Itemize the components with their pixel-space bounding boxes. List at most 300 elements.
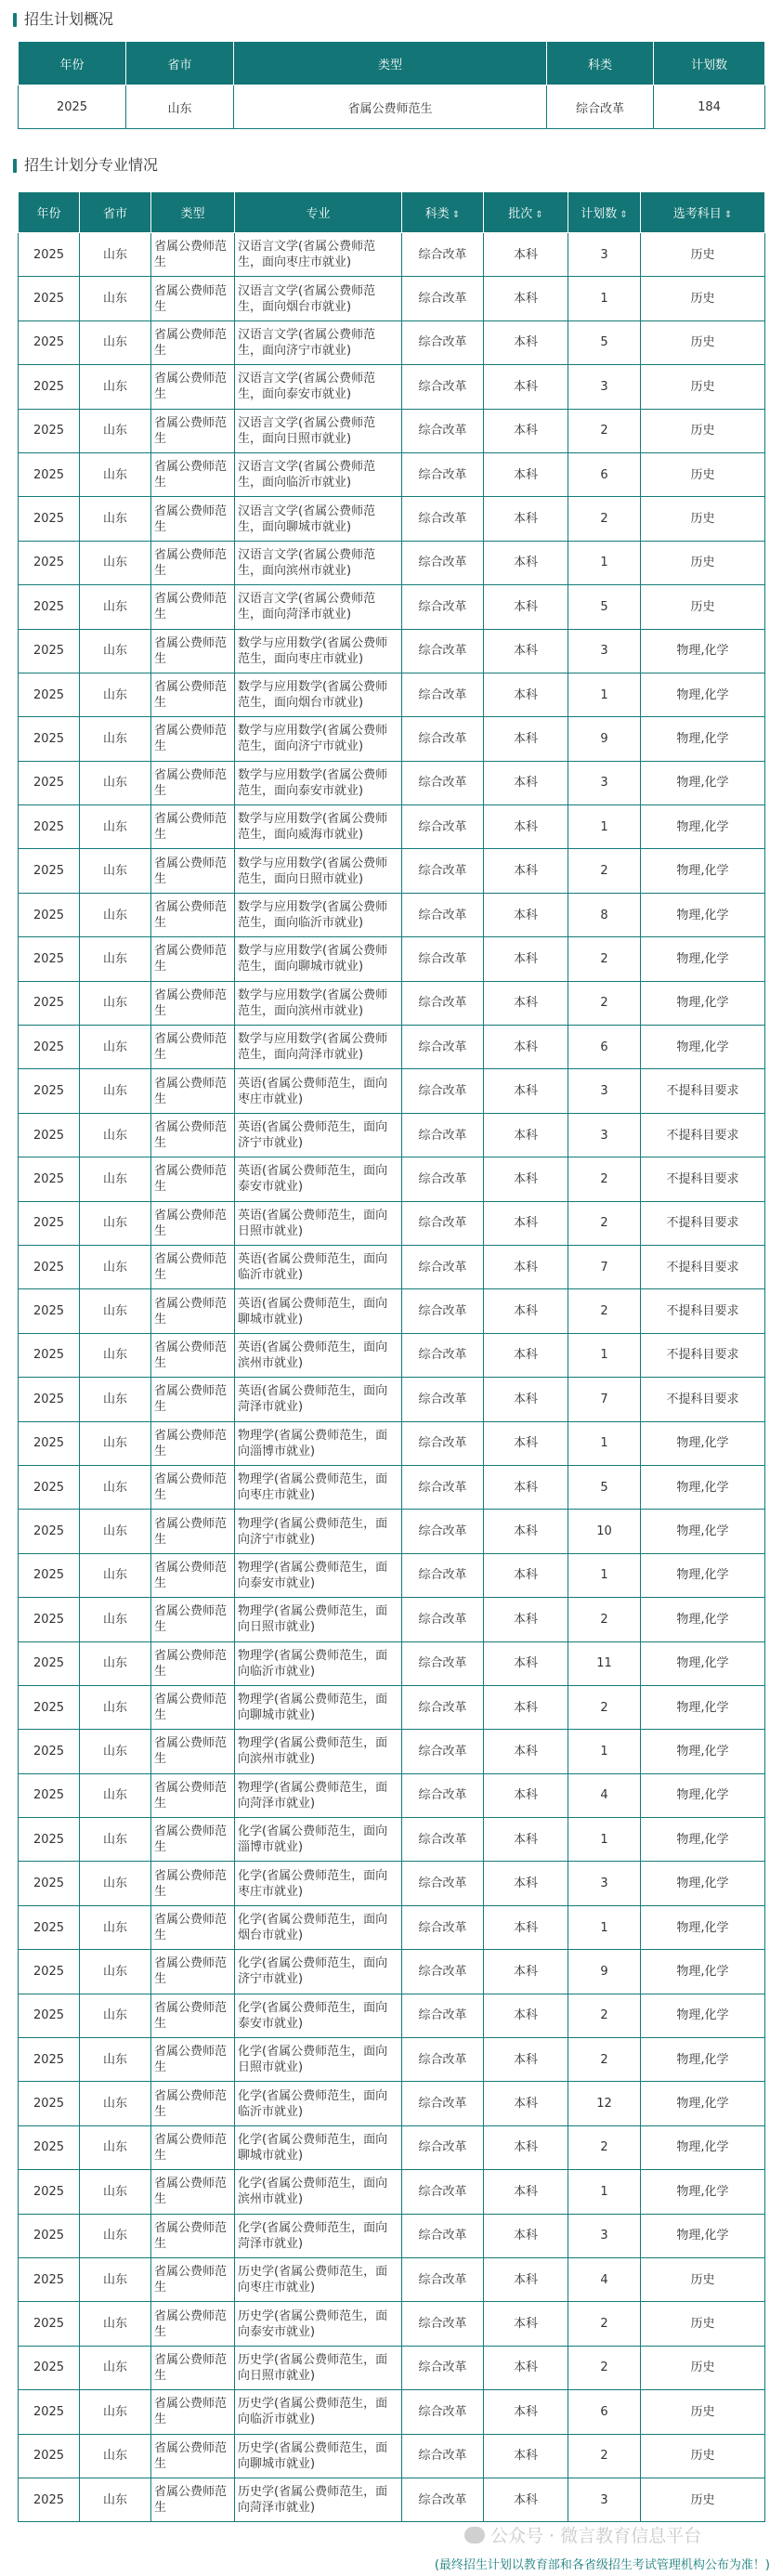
table-cell-type: 省属公费师范生	[151, 1465, 235, 1509]
table-cell-major: 汉语言文学(省属公费师范生，面向泰安市就业)	[235, 365, 402, 409]
table-cell-type: 省属公费师范生	[151, 937, 235, 981]
table-cell-category: 综合改革	[402, 541, 484, 584]
detail-title-text: 招生计划分专业情况	[24, 156, 159, 174]
table-cell-type: 省属公费师范生	[151, 1598, 235, 1641]
table-cell-year: 2025	[19, 320, 80, 364]
table-cell-year: 2025	[19, 2257, 80, 2301]
detail-header-plan-count[interactable]	[568, 192, 641, 233]
detail-header-subjects[interactable]	[641, 192, 765, 233]
table-cell-batch: 本科	[484, 1862, 568, 1905]
table-cell-province: 山东	[80, 2302, 151, 2346]
table-cell-category: 综合改革	[402, 1685, 484, 1729]
table-cell-batch: 本科	[484, 805, 568, 849]
table-cell-year: 2025	[19, 409, 80, 452]
table-cell-province: 山东	[80, 2038, 151, 2082]
table-cell-province: 山东	[80, 1905, 151, 1949]
table-cell-plan-count: 1	[568, 1553, 641, 1597]
table-cell-major: 物理学(省属公费师范生，面向临沂市就业)	[235, 1641, 402, 1685]
table-cell-year: 2025	[19, 2082, 80, 2125]
table-cell-province: 山东	[80, 673, 151, 716]
table-cell-plan-count: 6	[568, 452, 641, 496]
table-cell-category: 综合改革	[402, 1905, 484, 1949]
table-row	[19, 849, 765, 893]
table-row	[19, 2038, 765, 2082]
table-cell-type: 省属公费师范生	[151, 2346, 235, 2389]
table-cell-batch: 本科	[484, 1598, 568, 1641]
table-cell-major: 数学与应用数学(省属公费师范生，面向临沂市就业)	[235, 893, 402, 936]
table-cell-type: 省属公费师范生	[151, 365, 235, 409]
table-cell-type: 省属公费师范生	[151, 1730, 235, 1773]
table-cell-major: 历史学(省属公费师范生，面向聊城市就业)	[235, 2434, 402, 2478]
table-row	[19, 717, 765, 761]
summary-header-plan-count: 计划数	[654, 42, 765, 85]
table-cell-category: 综合改革	[402, 2170, 484, 2214]
table-cell-subjects: 不提科目要求	[641, 1333, 765, 1377]
table-cell-plan-count: 2	[568, 2302, 641, 2346]
table-cell-type: 省属公费师范生	[151, 849, 235, 893]
watermark-text: 公众号 · 微言教育信息平台	[490, 2526, 702, 2546]
table-cell-subjects: 物理,化学	[641, 717, 765, 761]
table-cell-plan-count: 2	[568, 497, 641, 541]
table-cell-subjects: 物理,化学	[641, 1026, 765, 1069]
table-cell-subjects: 物理,化学	[641, 1641, 765, 1685]
table-cell-batch: 本科	[484, 893, 568, 936]
table-cell-category: 综合改革	[402, 2390, 484, 2434]
table-cell-plan-count: 1	[568, 277, 641, 320]
detail-header-batch-label: 批次	[508, 207, 533, 221]
table-cell-type: 省属公费师范生	[151, 2302, 235, 2346]
table-cell-province: 山东	[80, 2125, 151, 2169]
table-cell-year: 2025	[19, 717, 80, 761]
table-cell-year: 2025	[19, 2214, 80, 2257]
table-cell-batch: 本科	[484, 585, 568, 629]
table-cell-major: 汉语言文学(省属公费师范生，面向烟台市就业)	[235, 277, 402, 320]
table-cell-year: 2025	[19, 629, 80, 673]
table-cell-major: 物理学(省属公费师范生，面向济宁市就业)	[235, 1510, 402, 1553]
table-cell-subjects: 不提科目要求	[641, 1245, 765, 1288]
table-cell-subjects: 不提科目要求	[641, 1289, 765, 1333]
table-cell-category: 综合改革	[402, 2038, 484, 2082]
table-cell-category: 综合改革	[402, 2478, 484, 2521]
table-row	[19, 585, 765, 629]
table-cell-plan-count: 3	[568, 2478, 641, 2521]
table-row	[19, 1510, 765, 1553]
table-cell-year: 2025	[19, 1950, 80, 1994]
table-cell-batch: 本科	[484, 1465, 568, 1509]
table-cell-batch: 本科	[484, 497, 568, 541]
table-cell-year: 2025	[19, 1510, 80, 1553]
table-cell-plan-count: 3	[568, 1069, 641, 1113]
table-cell-type: 省属公费师范生	[151, 1773, 235, 1817]
detail-header-batch[interactable]	[484, 192, 568, 233]
table-cell-batch: 本科	[484, 541, 568, 584]
summary-header-province: 省市	[126, 42, 234, 85]
table-row	[19, 2434, 765, 2478]
table-cell-year: 2025	[19, 1685, 80, 1729]
summary-cell-plan-count: 184	[654, 85, 765, 129]
table-cell-batch: 本科	[484, 365, 568, 409]
table-cell-type: 省属公费师范生	[151, 893, 235, 936]
table-row	[19, 1465, 765, 1509]
table-cell-plan-count: 9	[568, 1950, 641, 1994]
table-cell-type: 省属公费师范生	[151, 1069, 235, 1113]
table-cell-year: 2025	[19, 1730, 80, 1773]
table-cell-major: 物理学(省属公费师范生，面向淄博市就业)	[235, 1421, 402, 1465]
table-cell-major: 物理学(省属公费师范生，面向聊城市就业)	[235, 1685, 402, 1729]
table-cell-type: 省属公费师范生	[151, 2082, 235, 2125]
detail-header-category[interactable]	[402, 192, 484, 233]
table-cell-category: 综合改革	[402, 320, 484, 364]
table-cell-subjects: 物理,化学	[641, 1685, 765, 1729]
table-cell-province: 山东	[80, 452, 151, 496]
table-cell-type: 省属公费师范生	[151, 541, 235, 584]
table-cell-plan-count: 2	[568, 981, 641, 1025]
table-cell-type: 省属公费师范生	[151, 1553, 235, 1597]
table-row	[19, 2082, 765, 2125]
table-cell-type: 省属公费师范生	[151, 1378, 235, 1421]
table-cell-major: 化学(省属公费师范生，面向菏泽市就业)	[235, 2214, 402, 2257]
table-row	[19, 1026, 765, 1069]
table-cell-province: 山东	[80, 761, 151, 804]
table-cell-province: 山东	[80, 2390, 151, 2434]
sort-arrows-icon[interactable]: ⇕	[620, 210, 628, 220]
table-cell-year: 2025	[19, 1818, 80, 1862]
sort-arrows-icon[interactable]: ⇕	[724, 210, 733, 220]
table-row	[19, 1862, 765, 1905]
table-cell-major: 化学(省属公费师范生，面向日照市就业)	[235, 2038, 402, 2082]
table-cell-batch: 本科	[484, 409, 568, 452]
table-cell-subjects: 物理,化学	[641, 1465, 765, 1509]
table-cell-major: 化学(省属公费师范生，面向枣庄市就业)	[235, 1862, 402, 1905]
table-cell-subjects: 历史	[641, 233, 765, 277]
table-cell-subjects: 物理,化学	[641, 805, 765, 849]
table-cell-subjects: 物理,化学	[641, 1598, 765, 1641]
table-cell-year: 2025	[19, 937, 80, 981]
table-cell-category: 综合改革	[402, 673, 484, 716]
table-cell-major: 历史学(省属公费师范生，面向菏泽市就业)	[235, 2478, 402, 2521]
table-cell-year: 2025	[19, 1641, 80, 1685]
table-cell-type: 省属公费师范生	[151, 2390, 235, 2434]
table-cell-type: 省属公费师范生	[151, 1421, 235, 1465]
table-row	[19, 2478, 765, 2521]
table-cell-type: 省属公费师范生	[151, 981, 235, 1025]
table-cell-type: 省属公费师范生	[151, 629, 235, 673]
table-cell-batch: 本科	[484, 2257, 568, 2301]
table-cell-province: 山东	[80, 1333, 151, 1377]
table-cell-province: 山东	[80, 1862, 151, 1905]
table-cell-major: 数学与应用数学(省属公费师范生，面向滨州市就业)	[235, 981, 402, 1025]
table-cell-type: 省属公费师范生	[151, 1026, 235, 1069]
table-row	[19, 320, 765, 364]
table-cell-subjects: 物理,化学	[641, 1818, 765, 1862]
table-row	[19, 1333, 765, 1377]
table-cell-category: 综合改革	[402, 1773, 484, 1817]
table-cell-batch: 本科	[484, 1641, 568, 1685]
table-cell-subjects: 历史	[641, 452, 765, 496]
detail-section-title	[13, 155, 158, 176]
detail-header-plan-count-label: 计划数	[581, 207, 618, 221]
table-cell-subjects: 不提科目要求	[641, 1113, 765, 1157]
table-row	[19, 2390, 765, 2434]
table-cell-province: 山东	[80, 541, 151, 584]
table-cell-type: 省属公费师范生	[151, 761, 235, 804]
table-row	[19, 1157, 765, 1201]
summary-cell-year: 2025	[19, 85, 126, 129]
table-cell-major: 英语(省属公费师范生，面向日照市就业)	[235, 1201, 402, 1245]
table-cell-category: 综合改革	[402, 1378, 484, 1421]
table-row	[19, 1069, 765, 1113]
table-row	[19, 1905, 765, 1949]
table-cell-subjects: 物理,化学	[641, 1950, 765, 1994]
table-cell-major: 汉语言文学(省属公费师范生，面向滨州市就业)	[235, 541, 402, 584]
table-cell-batch: 本科	[484, 981, 568, 1025]
table-cell-plan-count: 2	[568, 2346, 641, 2389]
table-cell-year: 2025	[19, 497, 80, 541]
table-cell-type: 省属公费师范生	[151, 717, 235, 761]
table-cell-subjects: 物理,化学	[641, 849, 765, 893]
table-cell-major: 英语(省属公费师范生，面向菏泽市就业)	[235, 1378, 402, 1421]
table-cell-category: 综合改革	[402, 1598, 484, 1641]
table-cell-province: 山东	[80, 1994, 151, 2037]
table-cell-batch: 本科	[484, 1069, 568, 1113]
table-cell-type: 省属公费师范生	[151, 585, 235, 629]
table-row	[19, 497, 765, 541]
table-cell-subjects: 历史	[641, 320, 765, 364]
table-row	[19, 1641, 765, 1685]
table-cell-subjects: 历史	[641, 277, 765, 320]
summary-cell-type: 省属公费师范生	[234, 85, 547, 129]
table-row	[19, 937, 765, 981]
table-cell-subjects: 物理,化学	[641, 1553, 765, 1597]
table-cell-category: 综合改革	[402, 629, 484, 673]
table-cell-plan-count: 7	[568, 1245, 641, 1288]
table-cell-year: 2025	[19, 2390, 80, 2434]
table-row	[19, 893, 765, 936]
table-cell-subjects: 历史	[641, 585, 765, 629]
table-row	[19, 233, 765, 277]
table-cell-major: 物理学(省属公费师范生，面向日照市就业)	[235, 1598, 402, 1641]
table-cell-type: 省属公费师范生	[151, 2478, 235, 2521]
table-cell-province: 山东	[80, 1113, 151, 1157]
table-cell-category: 综合改革	[402, 2214, 484, 2257]
table-cell-province: 山东	[80, 849, 151, 893]
table-cell-province: 山东	[80, 1730, 151, 1773]
table-cell-plan-count: 2	[568, 849, 641, 893]
table-cell-plan-count: 6	[568, 1026, 641, 1069]
table-row	[19, 452, 765, 496]
table-cell-province: 山东	[80, 320, 151, 364]
table-cell-batch: 本科	[484, 2125, 568, 2169]
table-cell-plan-count: 2	[568, 1157, 641, 1201]
table-cell-type: 省属公费师范生	[151, 277, 235, 320]
table-cell-province: 山东	[80, 629, 151, 673]
table-cell-subjects: 物理,化学	[641, 1994, 765, 2037]
table-cell-type: 省属公费师范生	[151, 2170, 235, 2214]
table-cell-batch: 本科	[484, 452, 568, 496]
table-cell-province: 山东	[80, 1289, 151, 1333]
table-cell-province: 山东	[80, 1553, 151, 1597]
table-cell-subjects: 历史	[641, 2390, 765, 2434]
table-row	[19, 1421, 765, 1465]
table-row	[19, 1378, 765, 1421]
table-cell-province: 山东	[80, 1641, 151, 1685]
table-row	[19, 673, 765, 716]
table-cell-batch: 本科	[484, 937, 568, 981]
table-cell-category: 综合改革	[402, 1641, 484, 1685]
detail-header-category-label: 科类	[424, 207, 450, 221]
table-cell-major: 化学(省属公费师范生，面向滨州市就业)	[235, 2170, 402, 2214]
table-cell-province: 山东	[80, 1069, 151, 1113]
table-cell-province: 山东	[80, 1421, 151, 1465]
table-cell-subjects: 物理,化学	[641, 1862, 765, 1905]
table-cell-type: 省属公费师范生	[151, 1950, 235, 1994]
table-cell-province: 山东	[80, 1201, 151, 1245]
table-cell-category: 综合改革	[402, 2082, 484, 2125]
table-cell-province: 山东	[80, 981, 151, 1025]
table-cell-type: 省属公费师范生	[151, 452, 235, 496]
detail-table	[18, 191, 765, 2522]
table-cell-subjects: 历史	[641, 2478, 765, 2521]
table-cell-year: 2025	[19, 893, 80, 936]
table-cell-province: 山东	[80, 1465, 151, 1509]
table-cell-plan-count: 3	[568, 1862, 641, 1905]
summary-table	[18, 41, 765, 129]
table-row	[19, 1994, 765, 2037]
table-cell-subjects: 物理,化学	[641, 2082, 765, 2125]
table-cell-province: 山东	[80, 233, 151, 277]
table-row	[19, 981, 765, 1025]
table-cell-major: 化学(省属公费师范生，面向淄博市就业)	[235, 1818, 402, 1862]
table-cell-plan-count: 2	[568, 2125, 641, 2169]
table-cell-category: 综合改革	[402, 2125, 484, 2169]
table-cell-subjects: 历史	[641, 2302, 765, 2346]
table-cell-type: 省属公费师范生	[151, 1641, 235, 1685]
table-cell-province: 山东	[80, 1026, 151, 1069]
table-cell-category: 综合改革	[402, 2434, 484, 2478]
table-cell-major: 汉语言文学(省属公费师范生，面向枣庄市就业)	[235, 233, 402, 277]
table-cell-plan-count: 3	[568, 761, 641, 804]
detail-table-body	[19, 233, 765, 2522]
table-cell-major: 物理学(省属公费师范生，面向菏泽市就业)	[235, 1773, 402, 1817]
table-cell-province: 山东	[80, 1245, 151, 1288]
table-cell-category: 综合改革	[402, 937, 484, 981]
table-cell-type: 省属公费师范生	[151, 320, 235, 364]
table-cell-category: 综合改革	[402, 805, 484, 849]
table-cell-year: 2025	[19, 2125, 80, 2169]
table-cell-major: 数学与应用数学(省属公费师范生，面向泰安市就业)	[235, 761, 402, 804]
table-row	[19, 2346, 765, 2389]
table-row	[19, 1289, 765, 1333]
table-cell-category: 综合改革	[402, 2346, 484, 2389]
table-cell-subjects: 物理,化学	[641, 2125, 765, 2169]
table-cell-province: 山东	[80, 1598, 151, 1641]
table-cell-province: 山东	[80, 2082, 151, 2125]
summary-header-year: 年份	[19, 42, 126, 85]
table-cell-type: 省属公费师范生	[151, 1818, 235, 1862]
sort-arrows-icon[interactable]: ⇕	[535, 210, 543, 220]
table-cell-batch: 本科	[484, 629, 568, 673]
section-bar-icon	[13, 13, 17, 27]
table-cell-subjects: 物理,化学	[641, 2170, 765, 2214]
table-cell-plan-count: 1	[568, 541, 641, 584]
table-cell-batch: 本科	[484, 1378, 568, 1421]
table-cell-type: 省属公费师范生	[151, 1201, 235, 1245]
table-cell-plan-count: 1	[568, 1730, 641, 1773]
table-cell-batch: 本科	[484, 1685, 568, 1729]
table-cell-year: 2025	[19, 1553, 80, 1597]
table-cell-major: 化学(省属公费师范生，面向泰安市就业)	[235, 1994, 402, 2037]
table-cell-plan-count: 2	[568, 409, 641, 452]
table-row	[19, 1245, 765, 1288]
table-cell-year: 2025	[19, 2478, 80, 2521]
detail-header-year-label: 年份	[36, 207, 61, 221]
table-cell-subjects: 历史	[641, 365, 765, 409]
table-cell-subjects: 物理,化学	[641, 629, 765, 673]
table-cell-batch: 本科	[484, 1201, 568, 1245]
table-cell-plan-count: 2	[568, 1994, 641, 2037]
table-cell-year: 2025	[19, 585, 80, 629]
table-cell-province: 山东	[80, 277, 151, 320]
table-cell-plan-count: 1	[568, 673, 641, 716]
table-cell-plan-count: 7	[568, 1378, 641, 1421]
table-cell-plan-count: 2	[568, 1598, 641, 1641]
table-cell-major: 汉语言文学(省属公费师范生，面向济宁市就业)	[235, 320, 402, 364]
table-row	[19, 277, 765, 320]
summary-header-category: 科类	[547, 42, 654, 85]
table-cell-category: 综合改革	[402, 1113, 484, 1157]
sort-arrows-icon[interactable]: ⇕	[451, 210, 461, 220]
table-cell-province: 山东	[80, 2214, 151, 2257]
table-cell-year: 2025	[19, 673, 80, 716]
summary-cell-province: 山东	[126, 85, 234, 129]
table-cell-province: 山东	[80, 1818, 151, 1862]
table-cell-batch: 本科	[484, 320, 568, 364]
table-cell-category: 综合改革	[402, 1201, 484, 1245]
table-cell-province: 山东	[80, 1950, 151, 1994]
table-cell-major: 英语(省属公费师范生，面向滨州市就业)	[235, 1333, 402, 1377]
table-cell-year: 2025	[19, 1113, 80, 1157]
table-cell-category: 综合改革	[402, 233, 484, 277]
table-cell-category: 综合改革	[402, 893, 484, 936]
table-cell-plan-count: 1	[568, 1421, 641, 1465]
table-cell-province: 山东	[80, 497, 151, 541]
table-cell-type: 省属公费师范生	[151, 1685, 235, 1729]
table-cell-year: 2025	[19, 452, 80, 496]
table-row	[19, 1113, 765, 1157]
table-cell-year: 2025	[19, 1201, 80, 1245]
table-row	[19, 541, 765, 584]
table-cell-category: 综合改革	[402, 1510, 484, 1553]
table-cell-type: 省属公费师范生	[151, 2038, 235, 2082]
table-cell-year: 2025	[19, 1026, 80, 1069]
table-cell-plan-count: 5	[568, 320, 641, 364]
table-cell-plan-count: 12	[568, 2082, 641, 2125]
summary-row	[19, 85, 765, 129]
table-cell-type: 省属公费师范生	[151, 1994, 235, 2037]
table-cell-year: 2025	[19, 2434, 80, 2478]
table-cell-type: 省属公费师范生	[151, 1289, 235, 1333]
table-cell-major: 历史学(省属公费师范生，面向枣庄市就业)	[235, 2257, 402, 2301]
table-cell-batch: 本科	[484, 2214, 568, 2257]
table-cell-subjects: 物理,化学	[641, 1510, 765, 1553]
table-cell-major: 英语(省属公费师范生，面向聊城市就业)	[235, 1289, 402, 1333]
table-cell-subjects: 物理,化学	[641, 761, 765, 804]
table-cell-subjects: 物理,化学	[641, 1421, 765, 1465]
table-row	[19, 2125, 765, 2169]
table-cell-plan-count: 2	[568, 2038, 641, 2082]
table-cell-batch: 本科	[484, 717, 568, 761]
table-cell-category: 综合改革	[402, 1026, 484, 1069]
